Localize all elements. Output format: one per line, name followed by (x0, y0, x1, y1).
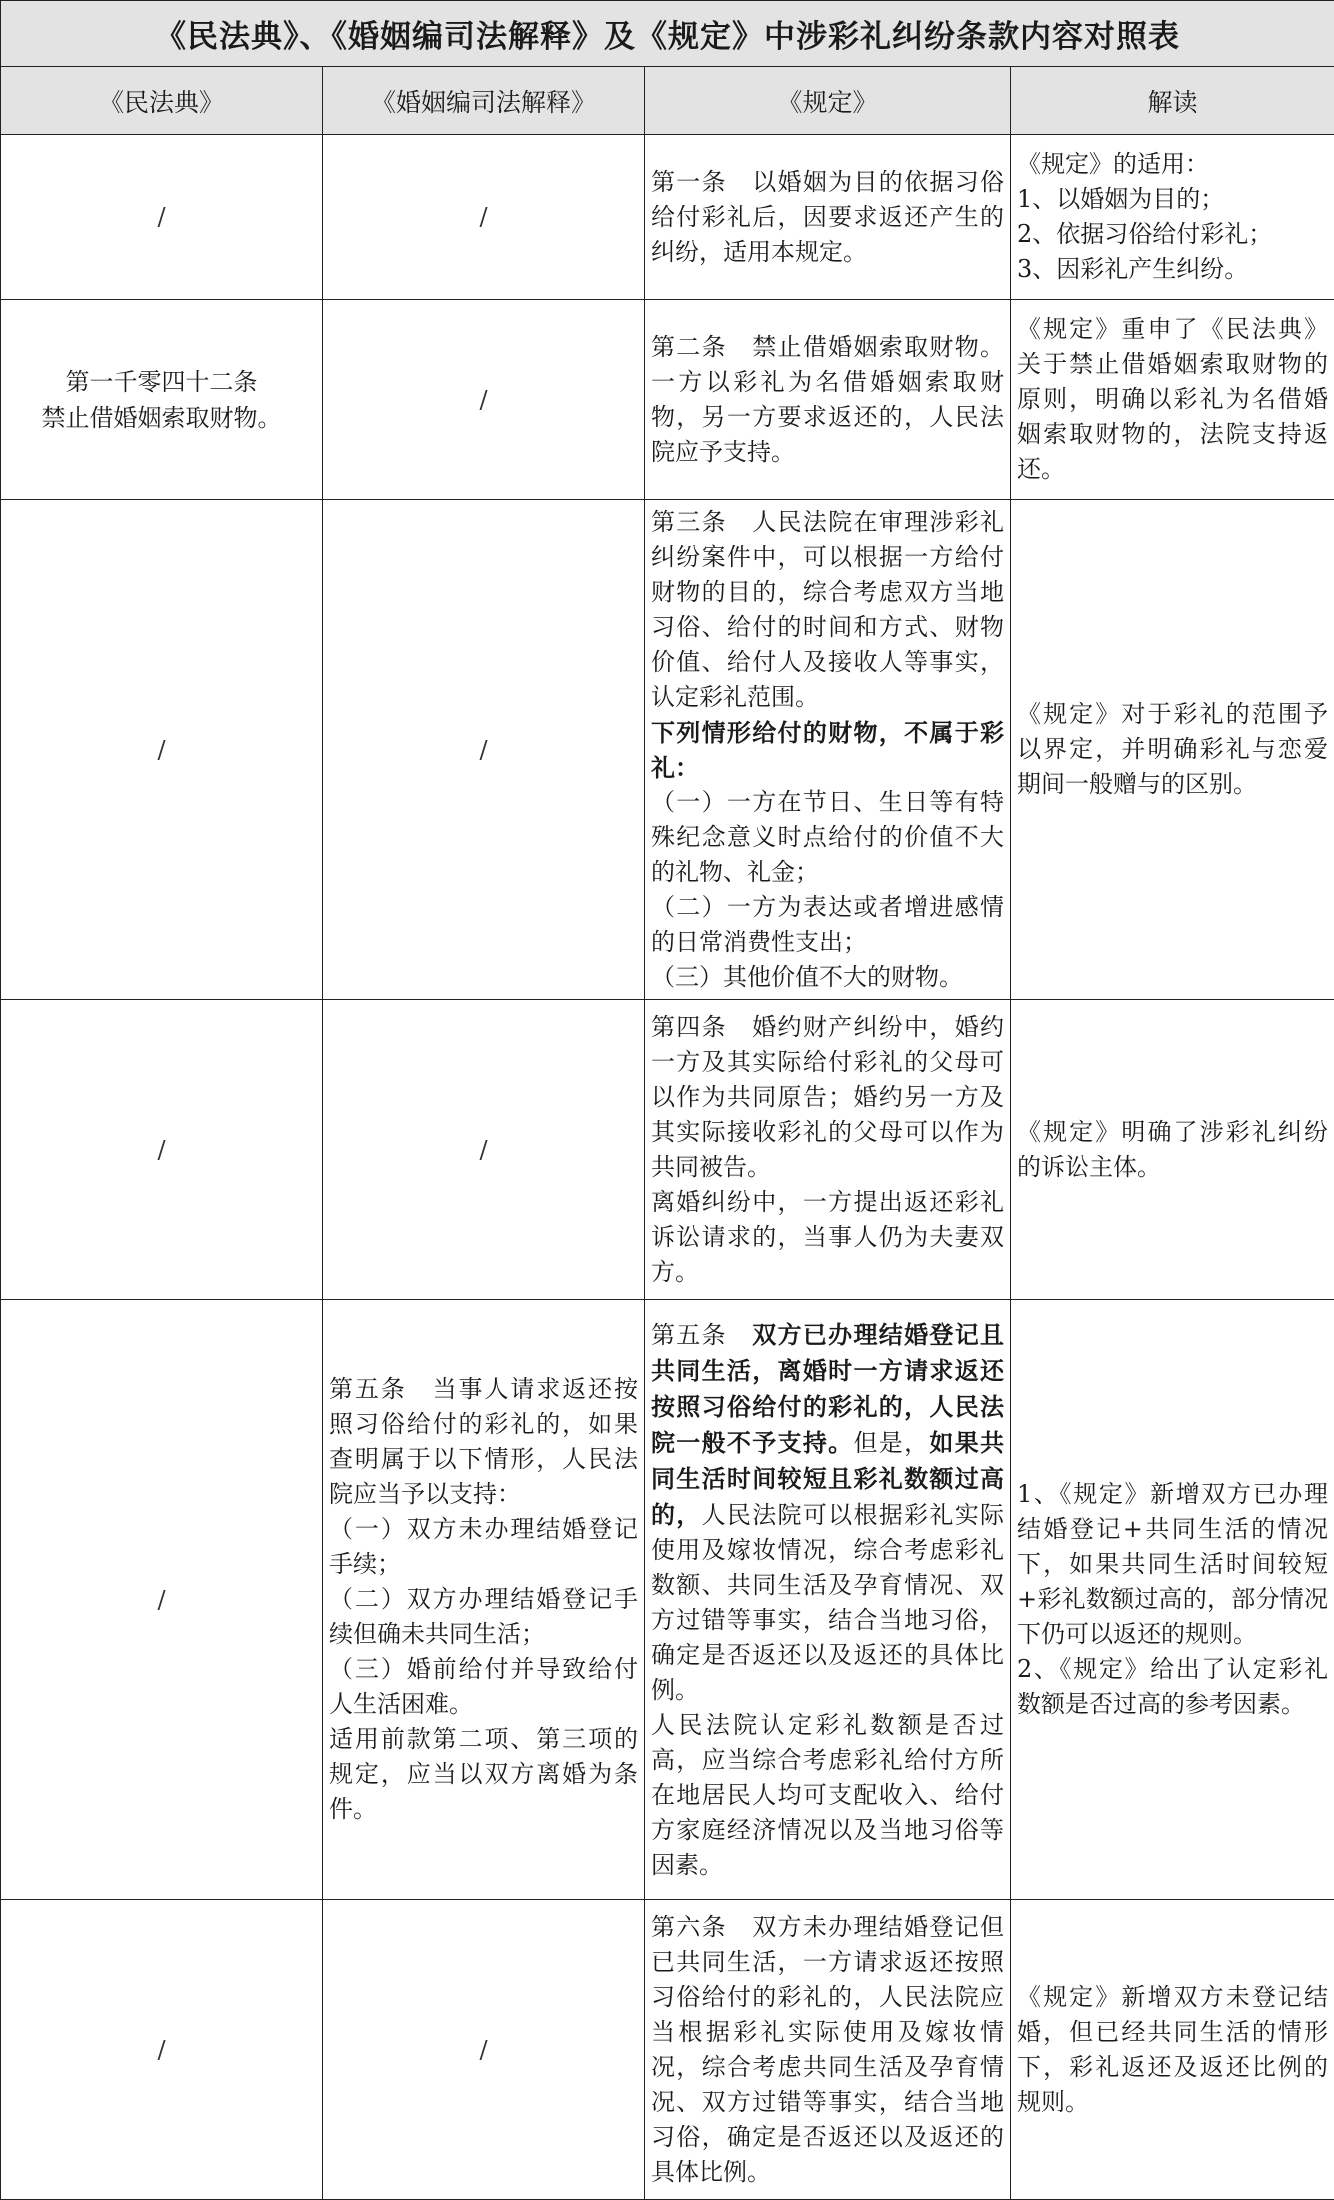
civil-code-empty: / (1, 135, 323, 300)
article-number: 第一条 (651, 168, 727, 196)
header-interpretation: 《婚姻编司法解释》 (323, 67, 645, 135)
interpretation-empty: / (323, 300, 645, 500)
rule-paragraph: 人民法院认定彩礼数额是否过高，应当综合考虑彩礼给付方所在地居民人均可支配收入、给付方家庭经济情况以及当地习俗等因素。 (651, 1708, 1004, 1883)
article-number: 第六条 (651, 1913, 727, 1941)
table-row (1, 1000, 1334, 1300)
rule-text: 人民法院在审理涉彩礼纠纷案件中，可以根据一方给付财物的目的，综合考虑双方当地习俗、给付的时间和方式、财物价值、给付人及接收人等事实，认定彩礼范围。 (651, 508, 1004, 711)
civil-code-article: 第一千零四十二条 (11, 364, 312, 400)
rule-paragraph (651, 1910, 1004, 2190)
rule-text: 婚约财产纠纷中，婚约一方及其实际给付彩礼的父母可以作为共同原告；婚约另一方及其实际接收彩礼的父母可以作为共同被告。 (651, 1013, 1004, 1181)
civil-code-empty: / (1, 500, 323, 1000)
interpretation-empty: / (323, 135, 645, 300)
reading-line: 2、《规定》给出了认定彩礼数额是否过高的参考因素。 (1017, 1652, 1328, 1722)
interpretation-cell (323, 1300, 645, 1900)
interpretation-item: （二）双方办理结婚登记手续但确未共同生活； (329, 1582, 638, 1652)
reading-cell (1011, 500, 1334, 1000)
rule-bold-text: 如果共同生活时间较短且彩礼数额过高的， (651, 1428, 1004, 1529)
article-number: 第五条 (329, 1375, 407, 1403)
civil-code-empty: / (1, 1300, 323, 1900)
reading-cell (1011, 300, 1334, 500)
reading-line: 2、依据习俗给付彩礼； (1017, 217, 1328, 252)
reading-cell (1011, 1000, 1334, 1300)
reading-line: 《规定》重申了《民法典》关于禁止借婚姻索取财物的原则，明确以彩礼为名借婚姻索取财物的，法院支持返还。 (1017, 312, 1328, 487)
header-civil-code: 《民法典》 (1, 67, 323, 135)
rule-text: 人民法院可以根据彩礼实际使用及嫁妆情况，综合考虑彩礼数额、共同生活及孕育情况、双方过错等事实，结合当地习俗，确定是否返还以及返还的具体比例。 (651, 1501, 1004, 1704)
interpretation-paragraph (329, 1372, 638, 1512)
table-row (1, 500, 1334, 1000)
reading-cell (1011, 1300, 1334, 1900)
rule-cell (645, 1900, 1011, 2200)
rule-paragraph (651, 1317, 1004, 1708)
header-rule: 《规定》 (645, 67, 1011, 135)
reading-line: 《规定》对于彩礼的范围予以界定，并明确彩礼与恋爱期间一般赠与的区别。 (1017, 697, 1328, 802)
interpretation-paragraph: 适用前款第二项、第三项的规定，应当以双方离婚为条件。 (329, 1722, 638, 1827)
rule-bold-paragraph: 下列情形给付的财物，不属于彩礼： (651, 715, 1004, 785)
rule-paragraph (651, 505, 1004, 715)
rule-paragraph (651, 1010, 1004, 1185)
reading-line: 1、以婚姻为目的； (1017, 182, 1328, 217)
table-title: 《民法典》、《婚姻编司法解释》及《规定》中涉彩礼纠纷条款内容对照表 (1, 1, 1334, 67)
rule-paragraph (651, 330, 1004, 470)
rule-item: （一）一方在节日、生日等有特殊纪念意义时点给付的价值不大的礼物、礼金； (651, 785, 1004, 890)
title-row (1, 1, 1334, 67)
rule-text: 禁止借婚姻索取财物。一方以彩礼为名借婚姻索取财物，另一方要求返还的，人民法院应予支持。 (651, 333, 1004, 466)
civil-code-text: 禁止借婚姻索取财物。 (11, 400, 312, 436)
rule-bold-text: 双方已办理结婚登记且共同生活，离婚时一方请求返还按照习俗给付的彩礼的，人民法院一般不予支持。 (651, 1320, 1004, 1457)
header-reading: 解读 (1011, 67, 1334, 135)
rule-cell (645, 135, 1011, 300)
article-number: 第二条 (651, 333, 727, 361)
article-number: 第三条 (651, 508, 727, 536)
rule-item: （三）其他价值不大的财物。 (651, 960, 1004, 995)
header-row (1, 67, 1334, 135)
interpretation-empty: / (323, 1900, 645, 2200)
rule-text: 以婚姻为目的依据习俗给付彩礼后，因要求返还产生的纠纷，适用本规定。 (651, 168, 1004, 266)
rule-text: 双方未办理结婚登记但已共同生活，一方请求返还按照习俗给付的彩礼的，人民法院应当根据彩礼实际使用及嫁妆情况，综合考虑共同生活及孕育情况、双方过错等事实，结合当地习俗，确定是否返还以及返还的具体比例。 (651, 1913, 1004, 2186)
civil-code-cell (1, 300, 323, 500)
interpretation-item: （一）双方未办理结婚登记手续； (329, 1512, 638, 1582)
interpretation-empty: / (323, 500, 645, 1000)
rule-paragraph: 离婚纠纷中，一方提出返还彩礼诉讼请求的，当事人仍为夫妻双方。 (651, 1185, 1004, 1290)
civil-code-empty: / (1, 1000, 323, 1300)
rule-cell (645, 500, 1011, 1000)
rule-text: 但是， (853, 1429, 929, 1457)
reading-cell (1011, 1900, 1334, 2200)
rule-item: （二）一方为表达或者增进感情的日常消费性支出； (651, 890, 1004, 960)
reading-line: 《规定》新增双方未登记结婚，但已经共同生活的情形下，彩礼返还及返还比例的规则。 (1017, 1980, 1328, 2120)
table-row (1, 1300, 1334, 1900)
reading-line: 《规定》的适用： (1017, 147, 1328, 182)
rule-cell (645, 1000, 1011, 1300)
civil-code-empty: / (1, 1900, 323, 2200)
reading-line: 3、因彩礼产生纠纷。 (1017, 252, 1328, 287)
interpretation-text: 当事人请求返还按照习俗给付的彩礼的，如果查明属于以下情形，人民法院应当予以支持： (329, 1375, 638, 1508)
article-number: 第四条 (651, 1013, 727, 1041)
rule-paragraph (651, 165, 1004, 270)
reading-line: 《规定》明确了涉彩礼纠纷的诉讼主体。 (1017, 1115, 1328, 1185)
table-row (1, 300, 1334, 500)
interpretation-empty: / (323, 1000, 645, 1300)
rule-cell (645, 1300, 1011, 1900)
reading-line: 1、《规定》新增双方已办理结婚登记+共同生活的情况下，如果共同生活时间较短+彩礼数额过高的，部分情况下仍可以返还的规则。 (1017, 1477, 1328, 1652)
table-row (1, 1900, 1334, 2200)
reading-cell (1011, 135, 1334, 300)
rule-cell (645, 300, 1011, 500)
table-row (1, 135, 1334, 300)
interpretation-item: （三）婚前给付并导致给付人生活困难。 (329, 1652, 638, 1722)
article-number: 第五条 (651, 1321, 727, 1349)
